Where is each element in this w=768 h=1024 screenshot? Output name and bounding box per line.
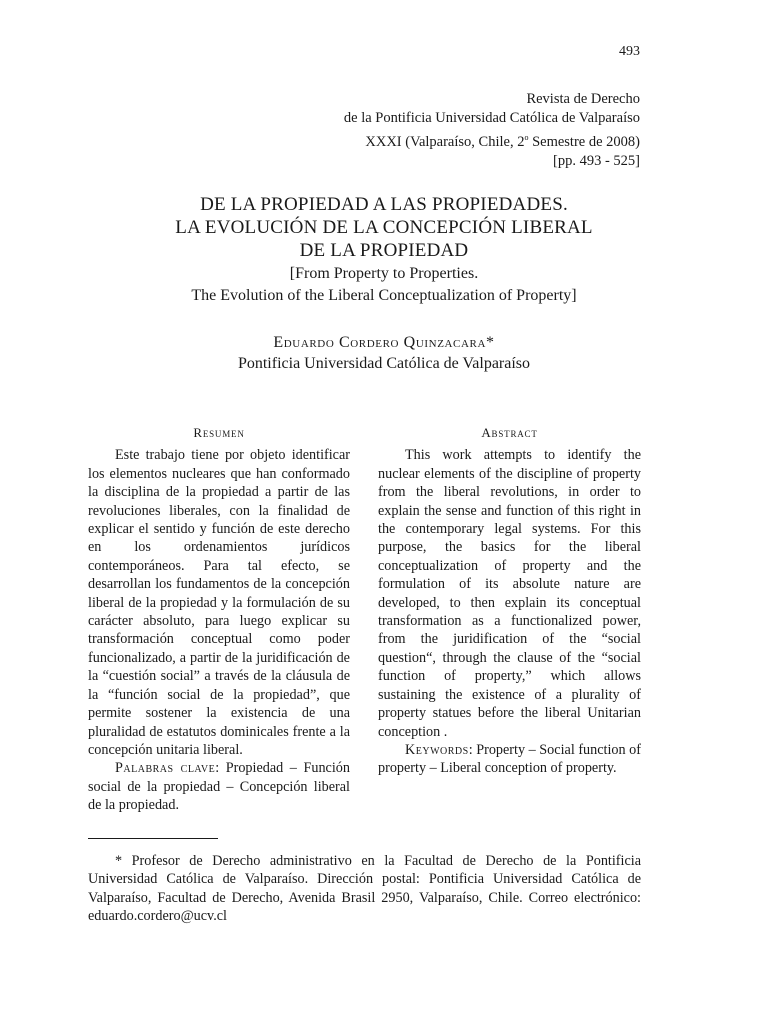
page-number: 493 (619, 44, 640, 59)
article-title-block (0, 193, 768, 306)
resumen-keywords-label: Palabras clave (115, 760, 216, 777)
footnote-divider (88, 838, 218, 839)
resumen-keywords (88, 759, 350, 814)
english-title-line-2: The Evolution of the Liberal Conceptualization of Property] (191, 287, 577, 304)
author-affiliation: Pontificia Universidad Católica de Valparaíso (237, 355, 531, 372)
abstract-keywords-text: : Property – Social function of property – Liberal conception of property. (378, 741, 641, 777)
abstract-heading: Abstract (481, 425, 538, 440)
author-footnote (88, 852, 641, 926)
journal-header (344, 90, 640, 171)
article-title-line-2: LA EVOLUCIÓN DE LA CONCEPCIÓN LIBERAL (175, 217, 593, 238)
article-title-line-1: DE LA PROPIEDAD A LAS PROPIEDADES. (200, 194, 568, 215)
abstract-body: This work attempts to identify the nuclear elements of the discipline of property from the liberal revolutions, in order to explain the sense and function of this right in the contemporary legal systems. For this purpose, the basics for the liberal conceptualization of property and the formulation of its absolute nature are developed, to then explain its conceptual transformation as a functionalized power, from the juridification of the “social question“, through the clause of the “social function of property,” which allows sustaining the existence of a plurality of property statues before the liberal Unitarian conception . (378, 447, 641, 740)
article-title-line-3: DE LA PROPIEDAD (299, 240, 469, 261)
abstract-section (378, 424, 641, 778)
resumen-section (88, 424, 350, 815)
resumen-keywords-text: : Propiedad – Función social de la propiedad – Concepción liberal de la propiedad. (88, 760, 350, 814)
author-block (0, 332, 768, 374)
journal-pages: [pp. 493 - 525] (553, 152, 640, 169)
resumen-body: Este trabajo tiene por objeto identificar los elementos nucleares que han conformado la disciplina de la propiedad a partir de las revoluciones liberales, con la finalidad de explicar el sentido y función de este derecho en los ordenamientos jurídicos contemporáneos. Para tal efecto, se desarrollan los fundamentos de la concepción liberal de la propiedad y la formulación de su carácter absoluto, para luego explicar su transformación conceptual como poder funcionalizado, a partir de la juridificación de la “cuestión social” a través de la cláusula de la “función social de la propiedad”, que permite sostener la existencia de una pluralidad de estatutos dominicales frente a la concepción unitaria liberal. (88, 447, 350, 758)
abstract-keywords (378, 741, 641, 778)
resumen-heading: Resumen (193, 425, 245, 440)
journal-publisher: de la Pontificia Universidad Católica de Valparaíso (343, 110, 640, 126)
footnote-text: * Profesor de Derecho administrativo en la Facultad de Derecho de la Pontificia Universidad Católica de Valparaíso. Dirección postal: Pontificia Universidad Católica de Valparaíso, Facultad de Derecho, Avenida Brasil 2950, Valparaíso, Chile. Correo electrónico: eduardo.cordero@ucv.cl (88, 853, 641, 925)
abstract-keywords-label: Keywords (405, 741, 469, 758)
journal-name: Revista de Derecho (526, 91, 640, 107)
author-name: Eduardo Cordero Quinzacara* (273, 334, 495, 351)
journal-volume: XXXI (Valparaíso, Chile, 2$^o$ Semestre de 2008) (365, 133, 640, 150)
english-title-line-1: [From Property to Properties. (289, 265, 479, 282)
